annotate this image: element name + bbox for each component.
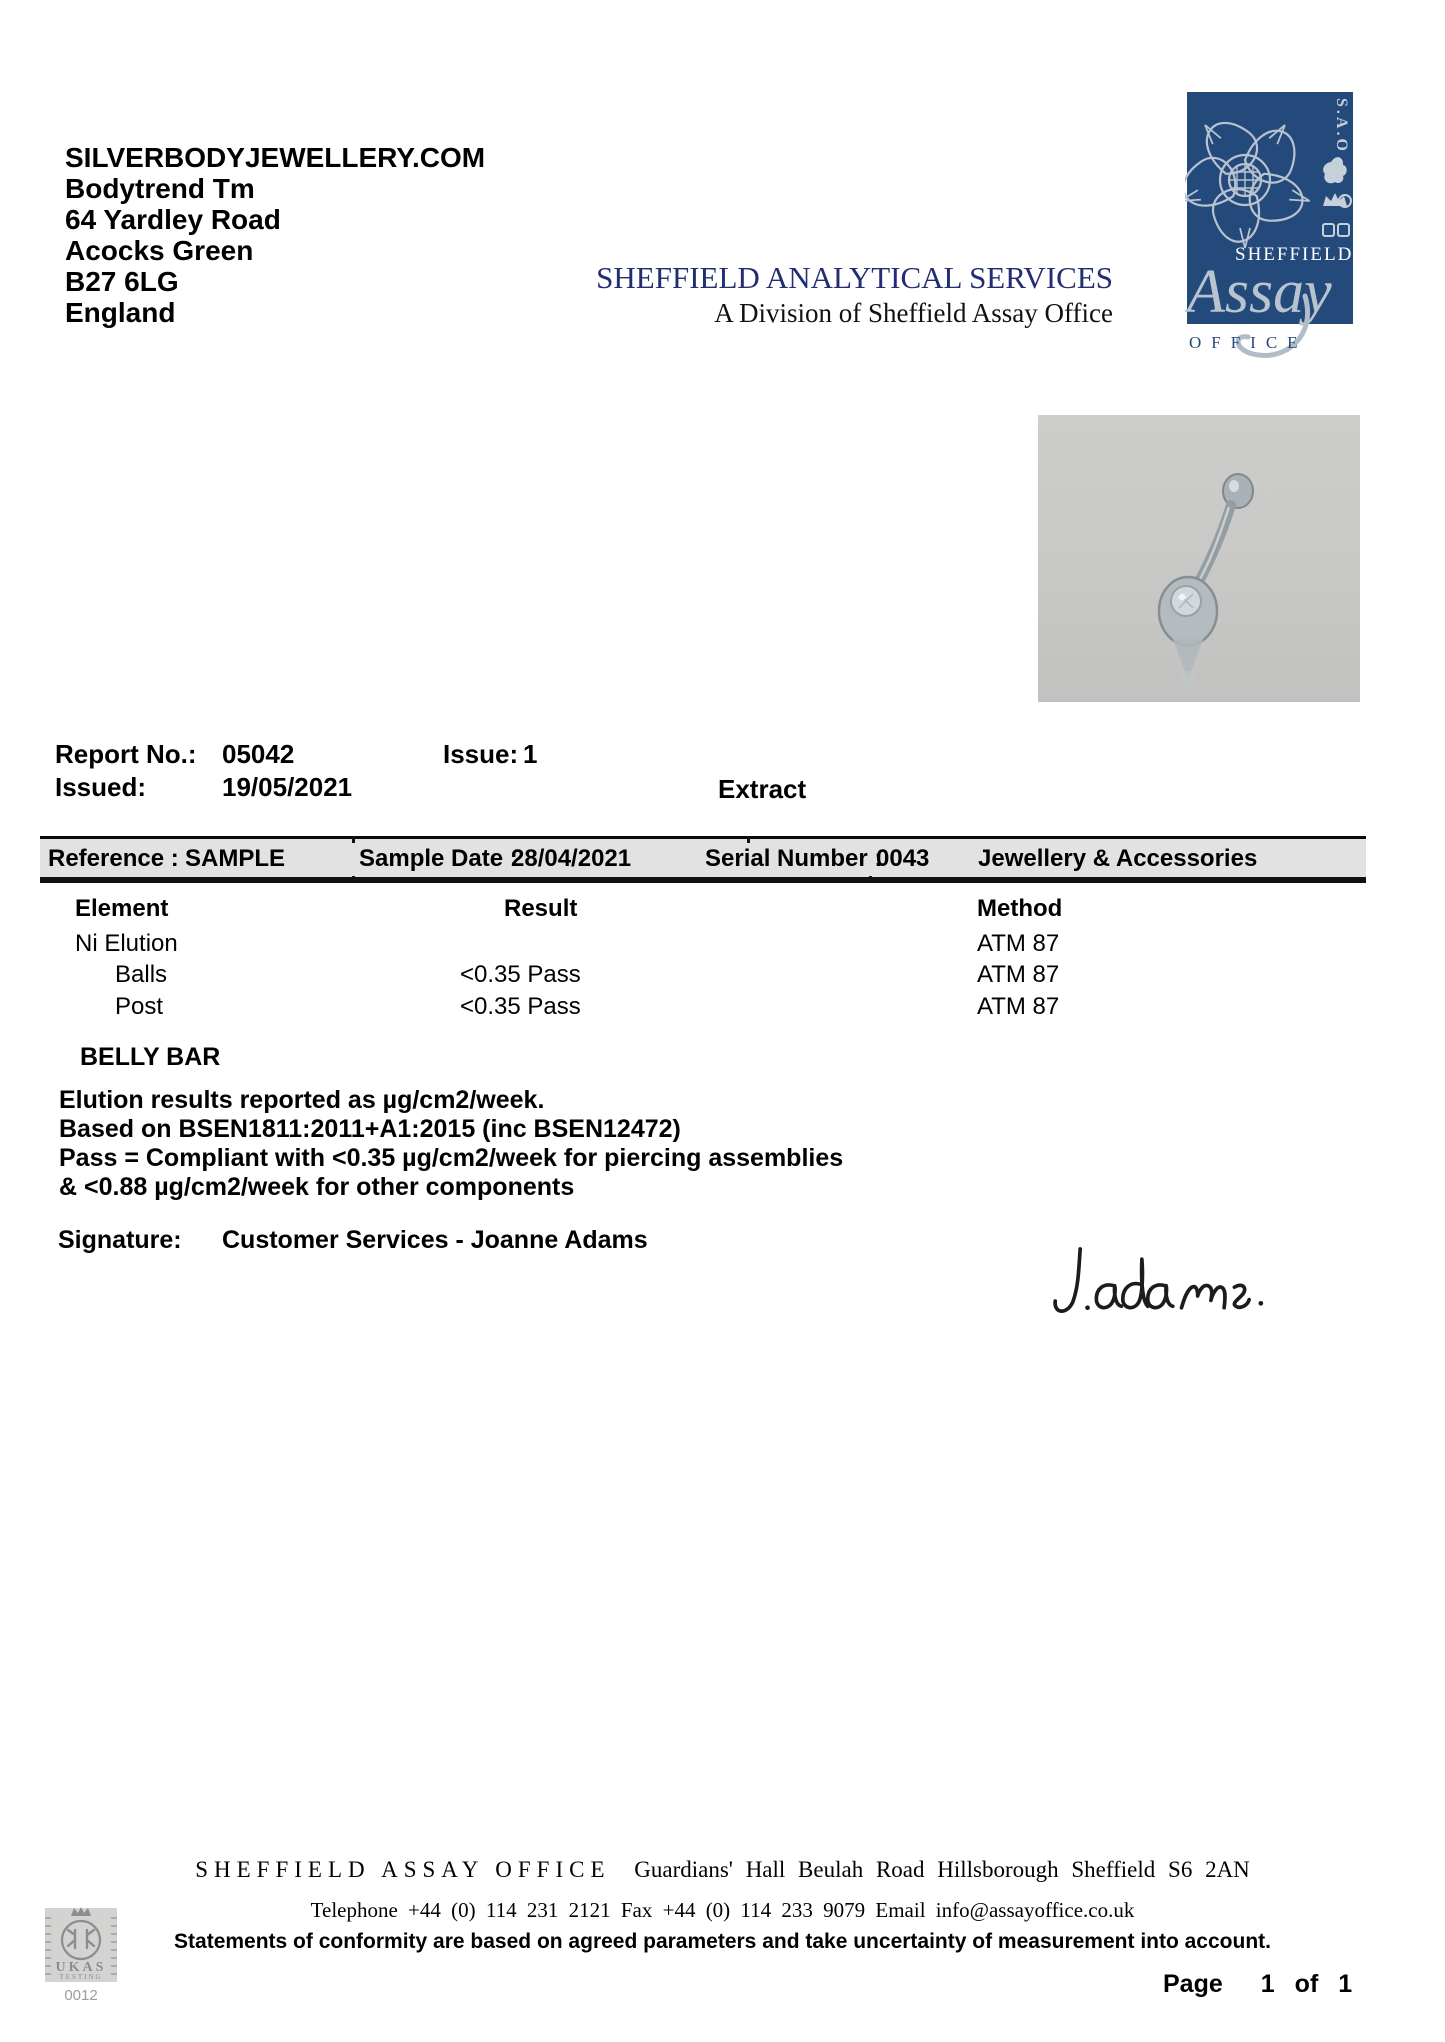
issued-value: 19/05/2021 — [222, 772, 353, 802]
page-of: of — [1294, 1970, 1319, 1998]
sample-date-value: 28/04/2021 — [511, 845, 632, 872]
customer-name: SILVERBODYJEWELLERY.COM — [65, 142, 486, 173]
division-title: SHEFFIELD ANALYTICAL SERVICES — [596, 260, 1113, 295]
bar-divider-tick — [352, 876, 355, 883]
method-cell: ATM 87 — [977, 961, 1060, 988]
bar-divider-tick — [352, 836, 355, 843]
note-line: Pass = Compliant with <0.35 µg/cm2/week for piercing assemblies — [59, 1144, 844, 1172]
customer-address-line: 64 Yardley Road — [65, 204, 281, 235]
element-cell: Post — [115, 993, 164, 1020]
reference-value: SAMPLE — [185, 845, 286, 872]
issue-value: 1 — [523, 739, 538, 769]
extract-label: Extract — [718, 774, 807, 804]
footer-office-name: SHEFFIELD ASSAY OFFICE — [195, 1857, 611, 1882]
elution-notes — [59, 1086, 843, 1202]
issued-label: Issued: — [55, 772, 147, 802]
footer-office-line — [0, 1857, 1445, 1883]
sample-reference-bar — [40, 836, 1366, 883]
col-header-element: Element — [75, 895, 169, 922]
result-cell: <0.35 Pass — [460, 993, 581, 1020]
sample-photo — [1038, 415, 1360, 702]
logo-sheffield-text: SHEFFIELD — [1235, 244, 1354, 265]
col-header-method: Method — [977, 895, 1063, 922]
belly-bar-image — [1038, 415, 1360, 702]
footer-conformity-line: Statements of conformity are based on agreed parameters and take uncertainty of measurement into account. — [174, 1930, 1271, 1953]
hallmark-letters: S.A.O — [1333, 98, 1350, 154]
crown-icon — [71, 1907, 91, 1916]
col-header-result: Result — [504, 895, 578, 922]
bar-divider-tick — [747, 836, 750, 843]
page-total: 1 — [1338, 1970, 1353, 1998]
customer-address-line: B27 6LG — [65, 266, 179, 297]
assay-office-logo — [1185, 88, 1363, 370]
element-cell: Balls — [115, 961, 168, 988]
item-name: BELLY BAR — [80, 1043, 221, 1071]
page-current: 1 — [1260, 1970, 1275, 1998]
ukas-mark — [40, 1902, 122, 2006]
serial-value: 0043 — [876, 845, 930, 872]
page-number — [1163, 1970, 1352, 1999]
customer-address-line: Bodytrend Tm — [65, 173, 255, 204]
ukas-name: UKAS — [55, 1960, 107, 1975]
note-line: Elution results reported as µg/cm2/week. — [59, 1086, 545, 1114]
customer-address-block — [65, 142, 485, 328]
logo-assay-script: Assay — [1187, 258, 1332, 326]
method-cell: ATM 87 — [977, 993, 1060, 1020]
reference-label: Reference : — [48, 845, 179, 872]
method-cell: ATM 87 — [977, 930, 1060, 957]
report-no-value: 05042 — [222, 739, 295, 769]
report-no-label: Report No.: — [55, 739, 197, 769]
division-header — [596, 260, 1113, 329]
signatory-name: Customer Services - Joanne Adams — [222, 1226, 648, 1254]
serial-label: Serial Number : — [705, 845, 883, 872]
footer-office-address: Guardians' Hall Beulah Road Hillsborough Sheffield S6 2AN — [634, 1857, 1250, 1882]
ukas-type: TESTING — [59, 1973, 103, 1981]
ukas-number: 0012 — [64, 1987, 98, 2004]
sample-date-label: Sample Date : — [359, 845, 518, 872]
customer-address-line: England — [65, 297, 176, 328]
category-value: Jewellery & Accessories — [978, 845, 1258, 872]
division-subtitle: A Division of Sheffield Assay Office — [714, 298, 1113, 328]
bar-divider-tick — [869, 876, 872, 883]
signature-label: Signature: — [58, 1226, 182, 1254]
issue-label: Issue: — [443, 739, 519, 769]
result-cell: <0.35 Pass — [460, 961, 581, 988]
footer-contact-line: Telephone +44 (0) 114 231 2121 Fax +44 (0) 114 233 9079 Email info@assayoffice.co.uk — [310, 1898, 1135, 1922]
element-cell: Ni Elution — [75, 930, 178, 957]
page-label: Page — [1163, 1970, 1223, 1998]
handwritten-signature — [1042, 1243, 1277, 1324]
customer-address-line: Acocks Green — [65, 235, 254, 266]
logo-office-text: OFFICE — [1189, 333, 1308, 352]
note-line: Based on BSEN1811:2011+A1:2015 (inc BSEN12472) — [59, 1115, 681, 1143]
note-line: & <0.88 µg/cm2/week for other components — [59, 1173, 575, 1201]
